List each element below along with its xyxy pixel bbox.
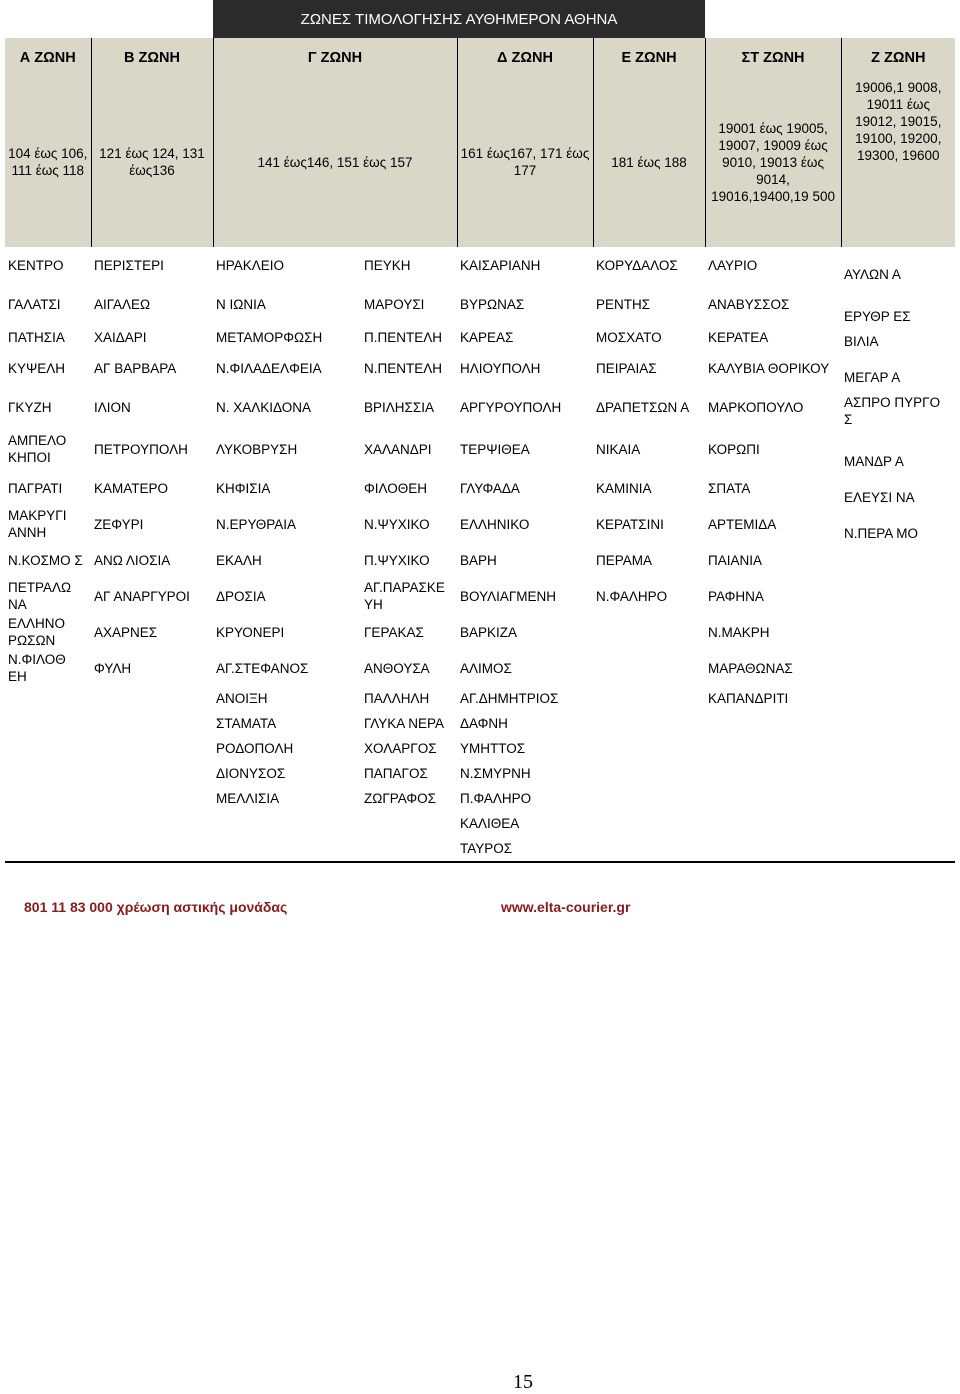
area-cell — [213, 836, 361, 862]
postal-codes: 19006,1 9008, 19011 έως 19012, 19015, 19100, 19200, 19300, 19600 — [841, 77, 955, 247]
postal-codes: 181 έως 188 — [593, 77, 705, 247]
area-cell: ΤΑΥΡΟΣ — [457, 836, 593, 862]
area-cell: ΡΕΝΤΗΣ — [596, 296, 651, 312]
area-cell: ΧΑΙΔΑΡΙ — [94, 330, 147, 345]
area-cell — [593, 614, 705, 650]
area-row — [5, 761, 955, 786]
area-cell — [593, 786, 705, 811]
postal-codes: 141 έως146, 151 έως 157 — [213, 77, 457, 247]
area-row — [5, 386, 955, 428]
area-cell — [91, 836, 213, 862]
area-cell: ΚΟΡΥΔΑΛΟΣ — [596, 257, 678, 273]
area-cell — [705, 711, 841, 736]
postal-codes: 19001 έως 19005, 19007, 19009 έως 9010, 19013 έως 9014, 19016,19400,19 500 — [705, 77, 841, 247]
area-cell: ΠΑΛΛΗΛΗ — [364, 691, 430, 706]
area-cell — [91, 736, 213, 761]
area-cell: ΒΑΡΗ — [460, 552, 497, 568]
area-cell — [841, 836, 955, 862]
area-cell — [593, 811, 705, 836]
area-cell: ΚΑΜΑΤΕΡΟ — [94, 480, 169, 496]
area-cell — [593, 686, 705, 711]
area-row — [5, 283, 955, 325]
area-cell: ΚΟΡΩΠΙ — [708, 441, 760, 457]
area-cell — [5, 761, 91, 786]
postal-codes: 104 έως 106, 111 έως 118 — [5, 77, 91, 247]
area-cell: ΠΑΠΑΓΟΣ — [364, 766, 428, 781]
area-cell: ΓΕΡΑΚΑΣ — [364, 624, 424, 640]
area-cell: ΕΡΥΘΡ ΕΣ — [844, 309, 911, 324]
area-cell — [841, 711, 955, 736]
area-cell: ΜΑΝΔΡ Α — [844, 454, 904, 469]
area-cell: ΕΛΕΥΣΙ ΝΑ — [844, 490, 915, 505]
area-cell: ΝΙΚΑΙΑ — [596, 441, 641, 457]
area-row — [5, 614, 955, 650]
area-cell: ΔΡΑΠΕΤΣΩΝ Α — [596, 399, 690, 415]
area-cell: ΚΑΙΣΑΡΙΑΝΗ — [460, 257, 541, 273]
area-row — [5, 470, 955, 506]
area-cell: ΗΡΑΚΛΕΙΟ — [216, 257, 285, 273]
area-cell: ΑΓ.ΔΗΜΗΤΡΙΟΣ — [460, 691, 559, 706]
area-cell: ΚΑΡΕΑΣ — [460, 330, 514, 345]
area-cell: ΜΕΤΑΜΟΡΦΩΣΗ — [216, 330, 323, 345]
area-cell: ΚΑΠΑΝΔΡΙΤΙ — [708, 691, 789, 706]
area-cell: ΠΕΙΡΑΙΑΣ — [596, 360, 657, 376]
area-cell: ΕΛΛΗΝΙΚΟ — [460, 516, 530, 532]
area-cell: ΑΓ.ΣΤΕΦΑΝΟΣ — [216, 660, 309, 676]
area-cell: ΚΑΜΙΝΙΑ — [596, 480, 652, 496]
area-cell — [841, 736, 955, 761]
area-cell: ΦΥΛΗ — [94, 660, 132, 676]
area-cell: ΑΜΠΕΛΟ ΚΗΠΟΙ — [8, 433, 67, 465]
zone-header: Ε ΖΩΝΗ — [593, 38, 705, 77]
area-row — [5, 836, 955, 862]
area-cell: Π.ΨΥΧΙΚΟ — [364, 552, 430, 568]
area-row — [5, 350, 955, 386]
area-cell: ΠΑΙΑΝΙΑ — [708, 552, 763, 568]
area-cell — [841, 614, 955, 650]
area-cell: Ν.ΦΑΛΗΡΟ — [596, 588, 668, 604]
area-row — [5, 811, 955, 836]
area-cell: ΒΟΥΛΙΑΓΜΕΝΗ — [460, 588, 557, 604]
area-cell: ΓΛΥΦΑΔΑ — [460, 480, 520, 496]
area-cell — [593, 836, 705, 862]
area-cell — [705, 786, 841, 811]
area-cell: ΑΣΠΡΟ ΠΥΡΓΟ Σ — [844, 395, 941, 427]
area-cell: ΠΑΓΡΑΤΙ — [8, 480, 63, 496]
area-cell — [91, 711, 213, 736]
area-cell: ΒΙΛΙΑ — [844, 334, 879, 349]
area-cell — [91, 786, 213, 811]
area-cell — [841, 761, 955, 786]
area-cell — [593, 711, 705, 736]
area-cell: ΠΕΥΚΗ — [364, 257, 411, 273]
area-cell: Ν.ΕΡΥΘΡΑΙΑ — [216, 516, 297, 532]
area-cell: ΠΑΤΗΣΙΑ — [8, 330, 65, 345]
area-cell — [841, 811, 955, 836]
area-cell: ΓΛΥΚΑ ΝΕΡΑ — [364, 716, 444, 731]
area-cell: ΑΧΑΡΝΕΣ — [94, 624, 158, 640]
area-cell: ΕΛΛΗΝΟ ΡΩΣΩΝ — [8, 616, 66, 648]
area-row — [5, 247, 955, 283]
area-cell: ΤΕΡΨΙΘΕΑ — [460, 441, 530, 457]
area-cell — [91, 686, 213, 711]
postal-codes: 161 έως167, 171 έως 177 — [457, 77, 593, 247]
area-cell: Ν.ΦΙΛΟΘ ΕΗ — [8, 652, 66, 684]
area-cell: ΜΟΣΧΑΤΟ — [596, 330, 662, 345]
footer-website[interactable]: www.elta-courier.gr — [501, 899, 631, 915]
area-row — [5, 428, 955, 470]
area-row — [5, 736, 955, 761]
area-cell — [5, 786, 91, 811]
area-cell — [705, 836, 841, 862]
area-cell: ΑΝΘΟΥΣΑ — [364, 660, 430, 676]
area-cell: Ν.ΜΑΚΡΗ — [708, 624, 770, 640]
table-title: ΖΩΝΕΣ ΤΙΜΟΛΟΓΗΣΗΣ ΑΥΘΗΜΕΡΟΝ ΑΘΗΝΑ — [213, 0, 705, 38]
zone-header: Ζ ΖΩΝΗ — [841, 38, 955, 77]
area-cell: Ν. ΧΑΛΚΙΔΟΝΑ — [216, 399, 312, 415]
page-number: 15 — [513, 1371, 533, 1393]
area-cell: ΑΝΩ ΛΙΟΣΙΑ — [94, 552, 171, 568]
area-cell: ΚΡΥΟΝΕΡΙ — [216, 624, 285, 640]
area-cell: ΓΚΥΖΗ — [8, 399, 52, 415]
area-cell: ΚΗΦΙΣΙΑ — [216, 480, 271, 496]
zone-header: Α ΖΩΝΗ — [5, 38, 91, 77]
area-row — [5, 578, 955, 614]
area-cell — [841, 542, 955, 578]
area-cell: ΓΑΛΑΤΣΙ — [8, 296, 61, 312]
area-cell: ΜΑΡΑΘΩΝΑΣ — [708, 660, 793, 676]
area-cell: Π.ΠΕΝΤΕΛΗ — [364, 330, 443, 345]
area-cell: ΖΕΦΥΡΙ — [94, 516, 144, 532]
area-cell — [361, 811, 457, 836]
area-cell: ΡΟΔΟΠΟΛΗ — [216, 741, 294, 756]
area-cell: ΒΥΡΩΝΑΣ — [460, 296, 525, 312]
area-cell: ΠΕΤΡΟΥΠΟΛΗ — [94, 441, 188, 457]
area-cell — [841, 578, 955, 614]
title-row — [5, 0, 955, 38]
area-cell: ΡΑΦΗΝΑ — [708, 588, 764, 604]
area-cell: ΥΜΗΤΤΟΣ — [460, 741, 526, 756]
area-cell: ΑΓ ΒΑΡΒΑΡΑ — [94, 360, 177, 376]
area-row — [5, 650, 955, 686]
area-cell: ΧΑΛΑΝΔΡΙ — [364, 441, 432, 457]
area-cell: Ν.ΠΕΡΑ ΜΟ — [844, 526, 919, 541]
area-cell: ΖΩΓΡΑΦΟΣ — [364, 791, 437, 806]
area-cell: ΒΡΙΛΗΣΣΙΑ — [364, 399, 434, 415]
area-cell: ΠΕΡΙΣΤΕΡΙ — [94, 257, 164, 273]
area-cell — [593, 761, 705, 786]
area-cell: ΑΛΙΜΟΣ — [460, 660, 512, 676]
area-row — [5, 542, 955, 578]
area-cell: ΑΓ ΑΝΑΡΓΥΡΟΙ — [94, 588, 190, 604]
zone-header: Δ ΖΩΝΗ — [457, 38, 593, 77]
area-cell: ΣΠΑΤΑ — [708, 480, 751, 496]
area-cell: ΠΕΤΡΑΛΩ ΝΑ — [8, 580, 72, 612]
zone-header: ΣΤ ΖΩΝΗ — [705, 38, 841, 77]
area-cell: ΙΛΙΟΝ — [94, 399, 131, 415]
area-cell: ΦΙΛΟΘΕΗ — [364, 480, 428, 496]
footer-phone: 801 11 83 000 χρέωση αστικής μονάδας — [24, 899, 288, 915]
area-cell: Ν.ΣΜΥΡΝΗ — [460, 766, 531, 781]
area-cell: Ν ΙΩΝΙΑ — [216, 296, 266, 312]
area-cell — [841, 786, 955, 811]
area-cell: ΛΑΥΡΙΟ — [708, 257, 758, 273]
area-cell — [91, 761, 213, 786]
area-cell — [841, 686, 955, 711]
area-cell — [705, 761, 841, 786]
area-cell — [361, 836, 457, 862]
area-cell: ΚΕΡΑΤΕΑ — [708, 330, 769, 345]
area-cell — [5, 711, 91, 736]
area-cell: ΜΕΛΛΙΣΙΑ — [216, 791, 280, 806]
area-cell: ΜΑΚΡΥΓΙ ΑΝΝΗ — [8, 508, 67, 540]
area-cell — [593, 650, 705, 686]
area-cell: ΔΙΟΝΥΣΟΣ — [216, 766, 286, 781]
area-cell: ΚΑΛΥΒΙΑ ΘΟΡΙΚΟΥ — [708, 360, 830, 376]
area-cell: Ν.ΨΥΧΙΚΟ — [364, 516, 430, 532]
area-cell: ΛΥΚΟΒΡΥΣΗ — [216, 441, 298, 457]
area-cell — [5, 686, 91, 711]
area-cell: ΑΥΛΩΝ Α — [844, 267, 901, 282]
area-cell: ΑΝΟΙΞΗ — [216, 691, 268, 706]
area-cell: ΗΛΙΟΥΠΟΛΗ — [460, 360, 541, 376]
area-cell: ΔΡΟΣΙΑ — [216, 588, 266, 604]
area-cell: Ν.ΠΕΝΤΕΛΗ — [364, 360, 443, 376]
area-cell: ΒΑΡΚΙΖΑ — [460, 624, 518, 640]
area-cell: ΜΑΡΟΥΣΙ — [364, 296, 425, 312]
area-cell: ΑΙΓΑΛΕΩ — [94, 296, 151, 312]
zone-header: Β ΖΩΝΗ — [91, 38, 213, 77]
area-cell: ΑΝΑΒΥΣΣΟΣ — [708, 296, 790, 312]
area-cell — [705, 736, 841, 761]
area-cell — [5, 736, 91, 761]
area-row — [5, 786, 955, 811]
area-cell: ΕΚΑΛΗ — [216, 552, 262, 568]
area-cell: ΑΡΤΕΜΙΔΑ — [708, 516, 777, 532]
area-cell — [91, 811, 213, 836]
area-cell: ΚΑΛΙΘΕΑ — [460, 816, 520, 831]
area-cell — [705, 811, 841, 836]
area-cell — [841, 650, 955, 686]
area-cell: Ν.ΚΟΣΜΟ Σ — [8, 552, 83, 568]
area-cell: ΔΑΦΝΗ — [460, 716, 508, 731]
area-cell — [5, 811, 91, 836]
area-cell: ΧΟΛΑΡΓΟΣ — [364, 741, 437, 756]
postal-codes: 121 έως 124, 131 έως136 — [91, 77, 213, 247]
area-cell: Π.ΦΑΛΗΡΟ — [460, 791, 532, 806]
area-cell — [213, 811, 361, 836]
area-cell: ΑΓ.ΠΑΡΑΣΚΕ ΥΗ — [364, 580, 445, 612]
area-cell: ΣΤΑΜΑΤΑ — [216, 716, 277, 731]
area-cell: ΚΕΝΤΡΟ — [8, 257, 64, 273]
area-cell — [593, 736, 705, 761]
area-cell: ΚΥΨΕΛΗ — [8, 360, 66, 376]
area-row — [5, 506, 955, 542]
zone-header: Γ ΖΩΝΗ — [213, 38, 457, 77]
area-row — [5, 711, 955, 736]
area-cell — [5, 836, 91, 862]
zone-header-row — [5, 38, 955, 77]
area-cell: ΚΕΡΑΤΣΙΝΙ — [596, 516, 664, 532]
pricing-zones-table — [5, 0, 955, 863]
area-cell: ΜΕΓΑΡ Α — [844, 370, 901, 385]
area-cell: ΑΡΓΥΡΟΥΠΟΛΗ — [460, 399, 562, 415]
area-cell: Ν.ΦΙΛΑΔΕΛΦΕΙΑ — [216, 360, 322, 376]
area-row — [5, 686, 955, 711]
area-row — [5, 325, 955, 350]
area-cell: ΠΕΡΑΜΑ — [596, 552, 653, 568]
area-cell: ΜΑΡΚΟΠΟΥΛΟ — [708, 399, 804, 415]
area-list — [5, 247, 955, 862]
postal-code-row — [5, 77, 955, 247]
